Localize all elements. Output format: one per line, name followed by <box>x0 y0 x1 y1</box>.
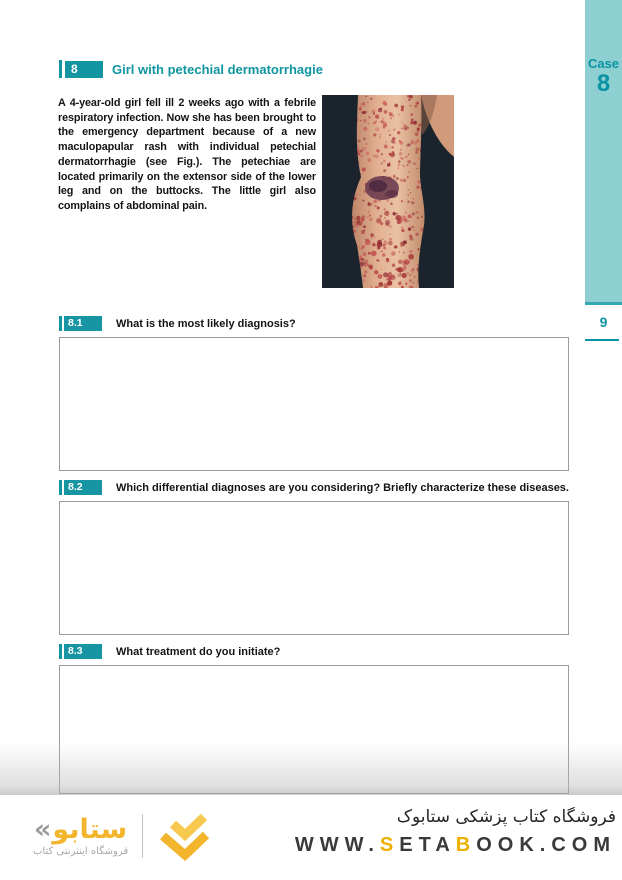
question-number-badge: 8.2 <box>64 480 102 495</box>
question-number-badge: 8.3 <box>64 644 102 659</box>
case-title: Girl with petechial dermatorrhagie <box>112 61 323 77</box>
petechial-rash-photo <box>322 95 454 288</box>
logo-text-column <box>33 813 129 857</box>
question-section-3 <box>59 644 569 794</box>
question-accent-bar <box>59 480 62 495</box>
url-segment: OOK.COM <box>476 834 616 856</box>
logo-subtitle: فروشگاه اینترنتی کتاب <box>33 845 129 857</box>
answer-box <box>59 337 569 471</box>
website-url <box>295 834 616 857</box>
logo-wordmark <box>33 813 128 845</box>
url-segment-accent: S <box>379 834 400 856</box>
question-text: Which differential diagnoses are you considering? Briefly characterize these diseases. <box>116 481 569 494</box>
logo-wordmark-text: ستابو <box>52 813 128 845</box>
url-segment-accent: B <box>455 834 477 856</box>
question-header <box>59 644 569 659</box>
footer-right <box>295 807 616 857</box>
footer <box>0 795 622 880</box>
case-number-badge: 8 <box>65 61 103 78</box>
logo-divider <box>142 814 143 858</box>
question-header <box>59 316 569 331</box>
case-description: A 4-year-old girl fell ill 2 weeks ago with a febrile respiratory infection. Now she has been brought to the emergency department because of a new maculopapular rash with individual petechial dermatorrhagie (see Fig.). The petechiae are located primarily on the extensor side of the lower leg and on the buttocks. The little girl also complains of abdominal pain. <box>58 97 316 212</box>
store-name-farsi: فروشگاه کتاب پزشکی ستابوک <box>396 807 616 827</box>
case-label: Case <box>587 56 620 71</box>
logo-angle-icon: « <box>33 813 52 845</box>
url-segment: WWW. <box>294 834 380 856</box>
case-header <box>59 60 323 78</box>
sidebar-case-tab <box>585 0 622 305</box>
question-section-1 <box>59 316 569 471</box>
answer-box <box>59 501 569 635</box>
question-section-2 <box>59 480 569 635</box>
question-accent-bar <box>59 644 62 659</box>
leg-photo-illustration <box>322 95 454 288</box>
question-header <box>59 480 569 495</box>
page-number-rule <box>585 339 619 341</box>
chevron-emblem-icon <box>154 811 212 861</box>
question-text: What is the most likely diagnosis? <box>116 317 296 330</box>
question-accent-bar <box>59 316 62 331</box>
header-accent-bar <box>59 60 62 78</box>
case-number: 8 <box>596 70 611 97</box>
setabook-logo <box>33 811 212 861</box>
question-text: What treatment do you initiate? <box>116 645 281 658</box>
url-segment: ETA <box>399 834 456 856</box>
question-number-badge: 8.1 <box>64 316 102 331</box>
page-number: 9 <box>599 314 608 330</box>
answer-box <box>59 665 569 794</box>
